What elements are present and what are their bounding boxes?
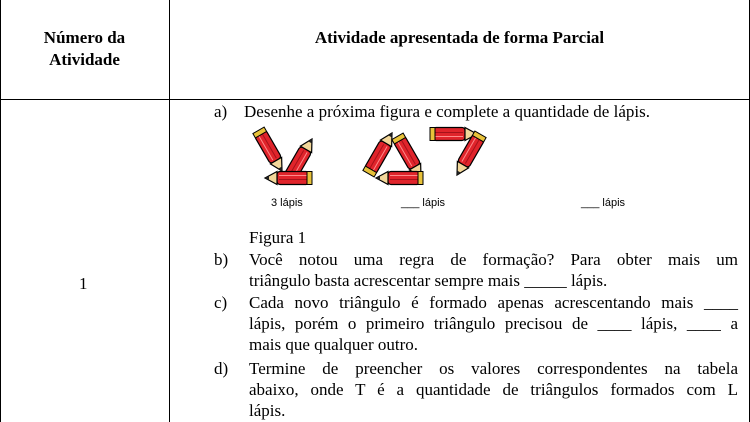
item-a-text: Desenhe a próxima figura e complete a quantidade de lápis. [244,102,650,121]
item-d-line3: lápis. [249,401,286,420]
figure-1-three-pencils [253,127,318,184]
figure-label-3: ___ lápis [581,197,626,209]
figure-label-2: ___ lápis [401,197,446,209]
pencil-3 [265,172,312,185]
header-number-line1: Número da [43,28,126,47]
item-d-line1: Termine de preencher os valores correspondentes na tabela [249,359,738,378]
pencil-2 [253,127,288,174]
pencil-6 [376,172,423,185]
item-c [214,292,738,355]
item-d-marker: d) [214,359,229,378]
item-a-marker: a) [214,102,228,121]
header-activity-column: Atividade apresentada de forma Parcial [314,28,605,47]
item-c-line3: mais que qualquer outro. [249,335,419,354]
item-b-line2: triângulo basta acrescentar sempre mais _____ lápis. [249,271,608,290]
item-c-line1: Cada novo triângulo é formado apenas acrescentando mais ____ [249,293,738,312]
item-b-marker: b) [214,250,229,269]
figure-caption: Figura 1 [249,228,307,247]
item-c-line2: lápis, porém o primeiro triângulo precisou de ____ lápis, ____ a [249,314,738,333]
item-b-line1: Você notou uma regra de formação? Para obter mais um [249,250,738,269]
item-d [214,358,738,421]
figure-2-five-pencils [363,128,486,185]
activity-number: 1 [79,274,88,293]
item-d-line2: abaixo, onde T é a quantidade de triângulos formados com L [249,380,738,399]
figure-label-1: 3 lápis [271,197,303,209]
item-b [214,249,738,291]
pencil-4 [363,130,398,177]
header-number-line2: Atividade [49,50,120,69]
item-c-marker: c) [214,293,228,312]
